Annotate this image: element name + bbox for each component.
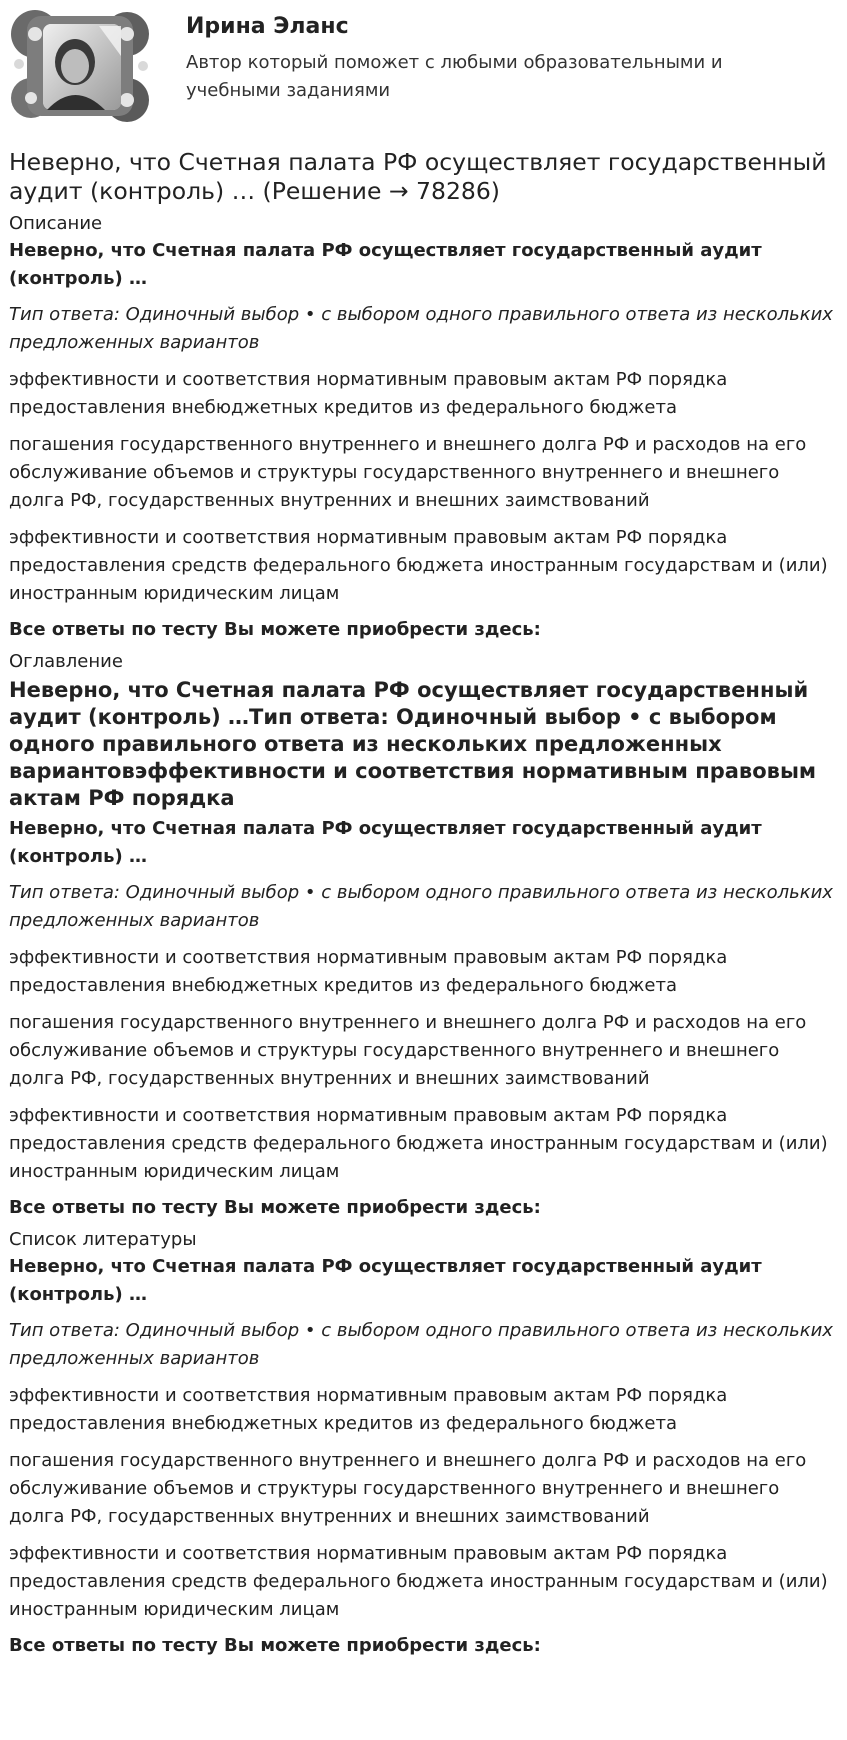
answer-type: Тип ответа: Одиночный выбор • с выбором одного правильного ответа из нескольких предложенных вариантов <box>9 882 833 931</box>
answer-option: эффективности и соответствия нормативным правовым актам РФ порядка предоставления средств федерального бюджета иностранным государствам и (или) иностранным юридическим лицам <box>9 527 828 604</box>
bibliography-section <box>9 1228 839 1660</box>
answer-option: эффективности и соответствия нормативным правовым актам РФ порядка предоставления внебюджетных кредитов из федерального бюджета <box>9 1385 728 1434</box>
description-section <box>9 212 839 644</box>
buy-answers-text: Все ответы по тесту Вы можете приобрести здесь: <box>9 1197 541 1218</box>
author-name[interactable]: Ирина Эланс <box>186 14 349 39</box>
answer-option: эффективности и соответствия нормативным правовым актам РФ порядка предоставления средств федерального бюджета иностранным государствам и (или) иностранным юридическим лицам <box>9 1105 828 1182</box>
answer-type: Тип ответа: Одиночный выбор • с выбором одного правильного ответа из нескольких предложенных вариантов <box>9 1320 833 1369</box>
buy-answers-text: Все ответы по тесту Вы можете приобрести здесь: <box>9 1635 541 1656</box>
page-title: Неверно, что Счетная палата РФ осуществляет государственный аудит (контроль) … (Решение → 78286) <box>9 148 827 205</box>
buy-answers-text: Все ответы по тесту Вы можете приобрести здесь: <box>9 619 541 640</box>
toc-section <box>9 650 839 1222</box>
author-card <box>9 0 839 132</box>
question-text: Неверно, что Счетная палата РФ осуществляет государственный аудит (контроль) … <box>9 1256 762 1305</box>
section-label-bibliography: Список литературы <box>9 1229 197 1250</box>
answer-option: эффективности и соответствия нормативным правовым актам РФ порядка предоставления внебюджетных кредитов из федерального бюджета <box>9 369 728 418</box>
question-text: Неверно, что Счетная палата РФ осуществляет государственный аудит (контроль) … <box>9 240 762 289</box>
toc-heading: Неверно, что Счетная палата РФ осуществляет государственный аудит (контроль) …Тип ответа: Одиночный выбор • с выбором одного правильного ответа из нескольких предложенных вариантовэффективности и соответствия нормативным правовым актам РФ порядка <box>9 678 817 810</box>
section-label-toc: Оглавление <box>9 651 123 672</box>
question-text: Неверно, что Счетная палата РФ осуществляет государственный аудит (контроль) … <box>9 818 762 867</box>
author-avatar[interactable] <box>9 6 151 126</box>
answer-option: эффективности и соответствия нормативным правовым актам РФ порядка предоставления внебюджетных кредитов из федерального бюджета <box>9 947 728 996</box>
answer-option: эффективности и соответствия нормативным правовым актам РФ порядка предоставления средств федерального бюджета иностранным государствам и (или) иностранным юридическим лицам <box>9 1543 828 1620</box>
answer-option: погашения государственного внутреннего и внешнего долга РФ и расходов на его обслуживание объемов и структуры государственного внутреннего и внешнего долга РФ, государственных внутренних и внешних заимствований <box>9 1012 807 1089</box>
page <box>9 0 839 1660</box>
answer-option: погашения государственного внутреннего и внешнего долга РФ и расходов на его обслуживание объемов и структуры государственного внутреннего и внешнего долга РФ, государственных внутренних и внешних заимствований <box>9 1450 807 1527</box>
author-description: Автор который поможет с любыми образовательными и учебными заданиями <box>186 52 723 101</box>
answer-type: Тип ответа: Одиночный выбор • с выбором одного правильного ответа из нескольких предложенных вариантов <box>9 304 833 353</box>
section-label-description: Описание <box>9 213 103 234</box>
answer-option: погашения государственного внутреннего и внешнего долга РФ и расходов на его обслуживание объемов и структуры государственного внутреннего и внешнего долга РФ, государственных внутренних и внешних заимствований <box>9 434 807 511</box>
